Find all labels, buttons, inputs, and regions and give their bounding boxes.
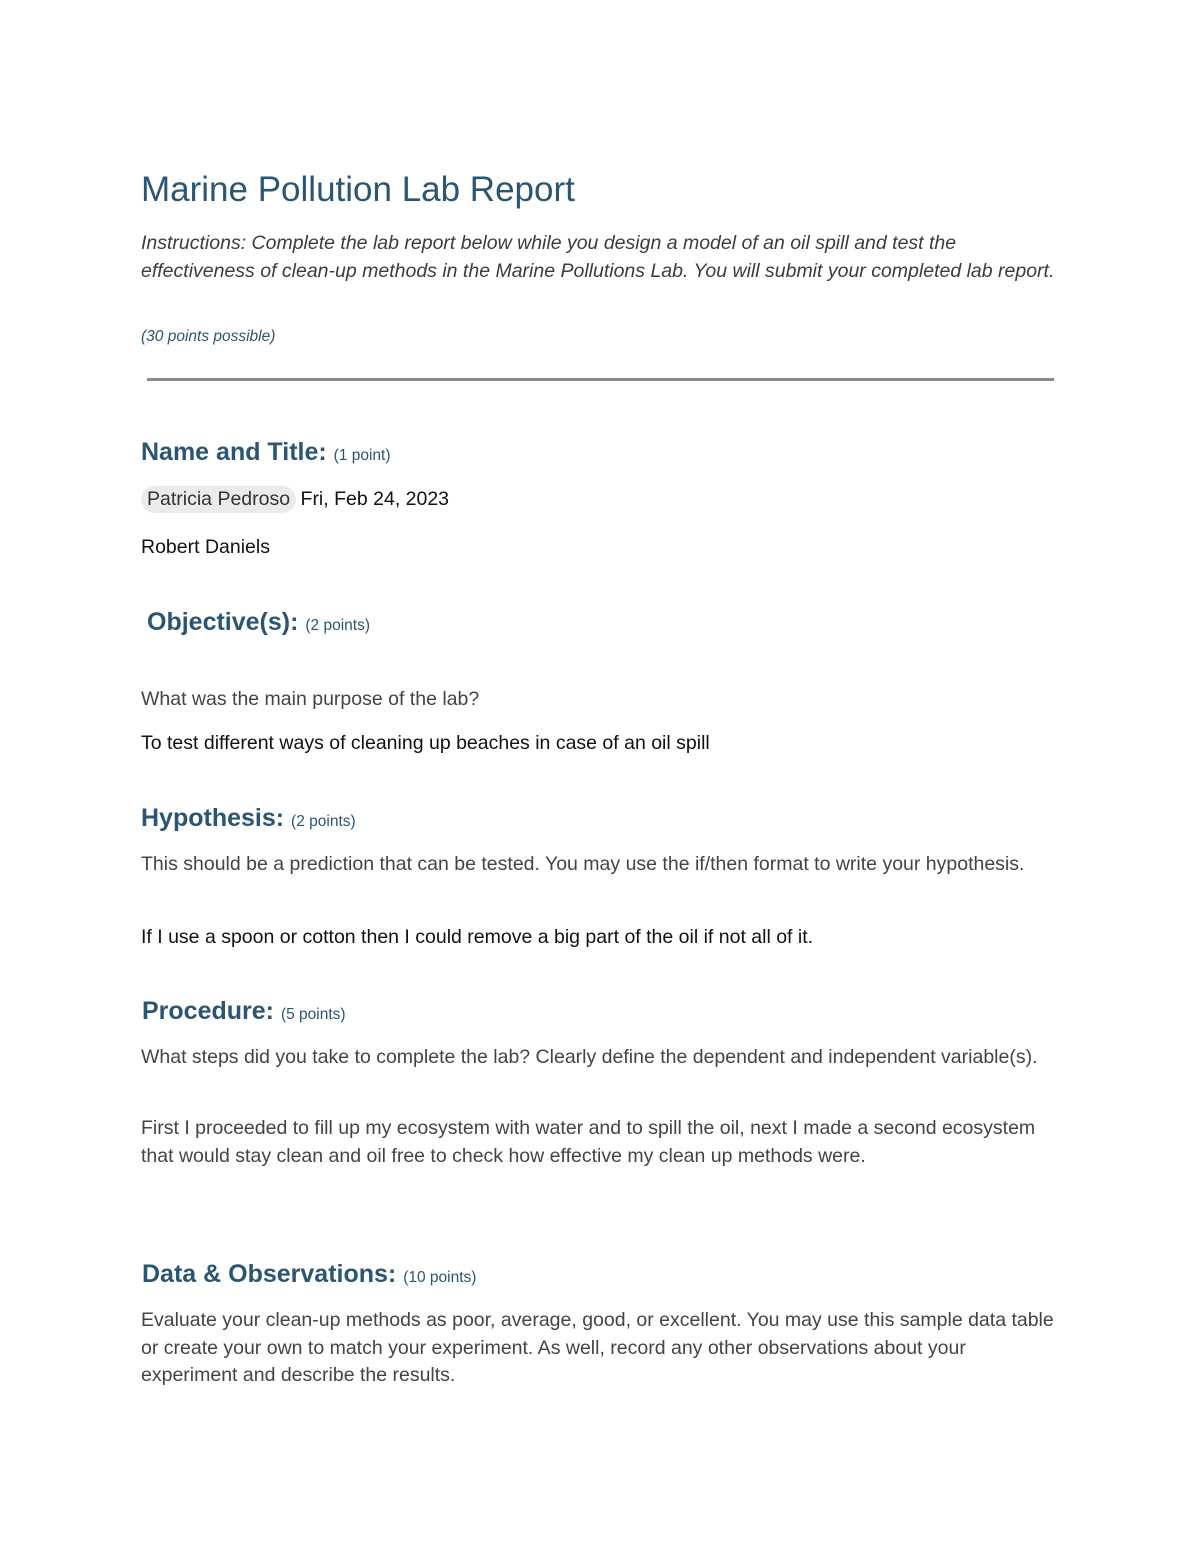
- data-heading: [142, 1260, 476, 1289]
- objective-heading-label: Objective(s):: [147, 608, 299, 636]
- objective-heading: [147, 608, 370, 637]
- name-title-heading: [141, 438, 391, 467]
- procedure-prompt: What steps did you take to complete the lab? Clearly define the dependent and independent variable(s).: [141, 1046, 1038, 1068]
- date-text: Fri, Feb 24, 2023: [300, 488, 450, 510]
- procedure-answer: First I proceeded to fill up my ecosystem with water and to spill the oil, next I made a second ecosystem that would stay clean and oil free to check how effective my clean up methods were.: [141, 1117, 1036, 1167]
- data-prompt: Evaluate your clean-up methods as poor, average, good, or excellent. You may use this sample data table or create your own to match your experiment. As well, record any other observations about your experiment and describe the results.: [141, 1309, 1054, 1386]
- second-name: Robert Daniels: [141, 536, 270, 558]
- procedure-points: (5 points): [280, 1006, 346, 1023]
- document-title: Marine Pollution Lab Report: [141, 170, 575, 209]
- objective-prompt: What was the main purpose of the lab?: [141, 688, 480, 710]
- horizontal-divider: [147, 378, 1054, 381]
- data-heading-label: Data & Observations:: [142, 1260, 397, 1288]
- objective-answer: To test different ways of cleaning up beaches in case of an oil spill: [141, 732, 710, 754]
- hypothesis-points: (2 points): [291, 813, 356, 830]
- points-possible: (30 points possible): [141, 328, 276, 345]
- hypothesis-heading-label: Hypothesis:: [141, 804, 285, 832]
- hypothesis-prompt: This should be a prediction that can be tested. You may use the if/then format to write your hypothesis.: [141, 853, 1025, 875]
- hypothesis-answer: If I use a spoon or cotton then I could remove a big part of the oil if not all of it.: [141, 926, 814, 948]
- name-title-points: (1 point): [333, 447, 391, 464]
- name-line: [141, 486, 449, 513]
- procedure-heading-label: Procedure:: [142, 997, 274, 1025]
- procedure-heading: [142, 997, 346, 1026]
- name-title-heading-label: Name and Title:: [141, 438, 327, 466]
- objective-points: (2 points): [305, 617, 371, 634]
- instructions-text: Instructions: Complete the lab report below while you design a model of an oil spill and test the effectiveness of clean-up methods in the Marine Pollutions Lab. You will submit your completed lab report.: [141, 232, 1055, 282]
- person-chip[interactable]: Patricia Pedroso: [141, 486, 296, 513]
- data-points: (10 points): [403, 1269, 477, 1286]
- hypothesis-heading: [141, 804, 356, 833]
